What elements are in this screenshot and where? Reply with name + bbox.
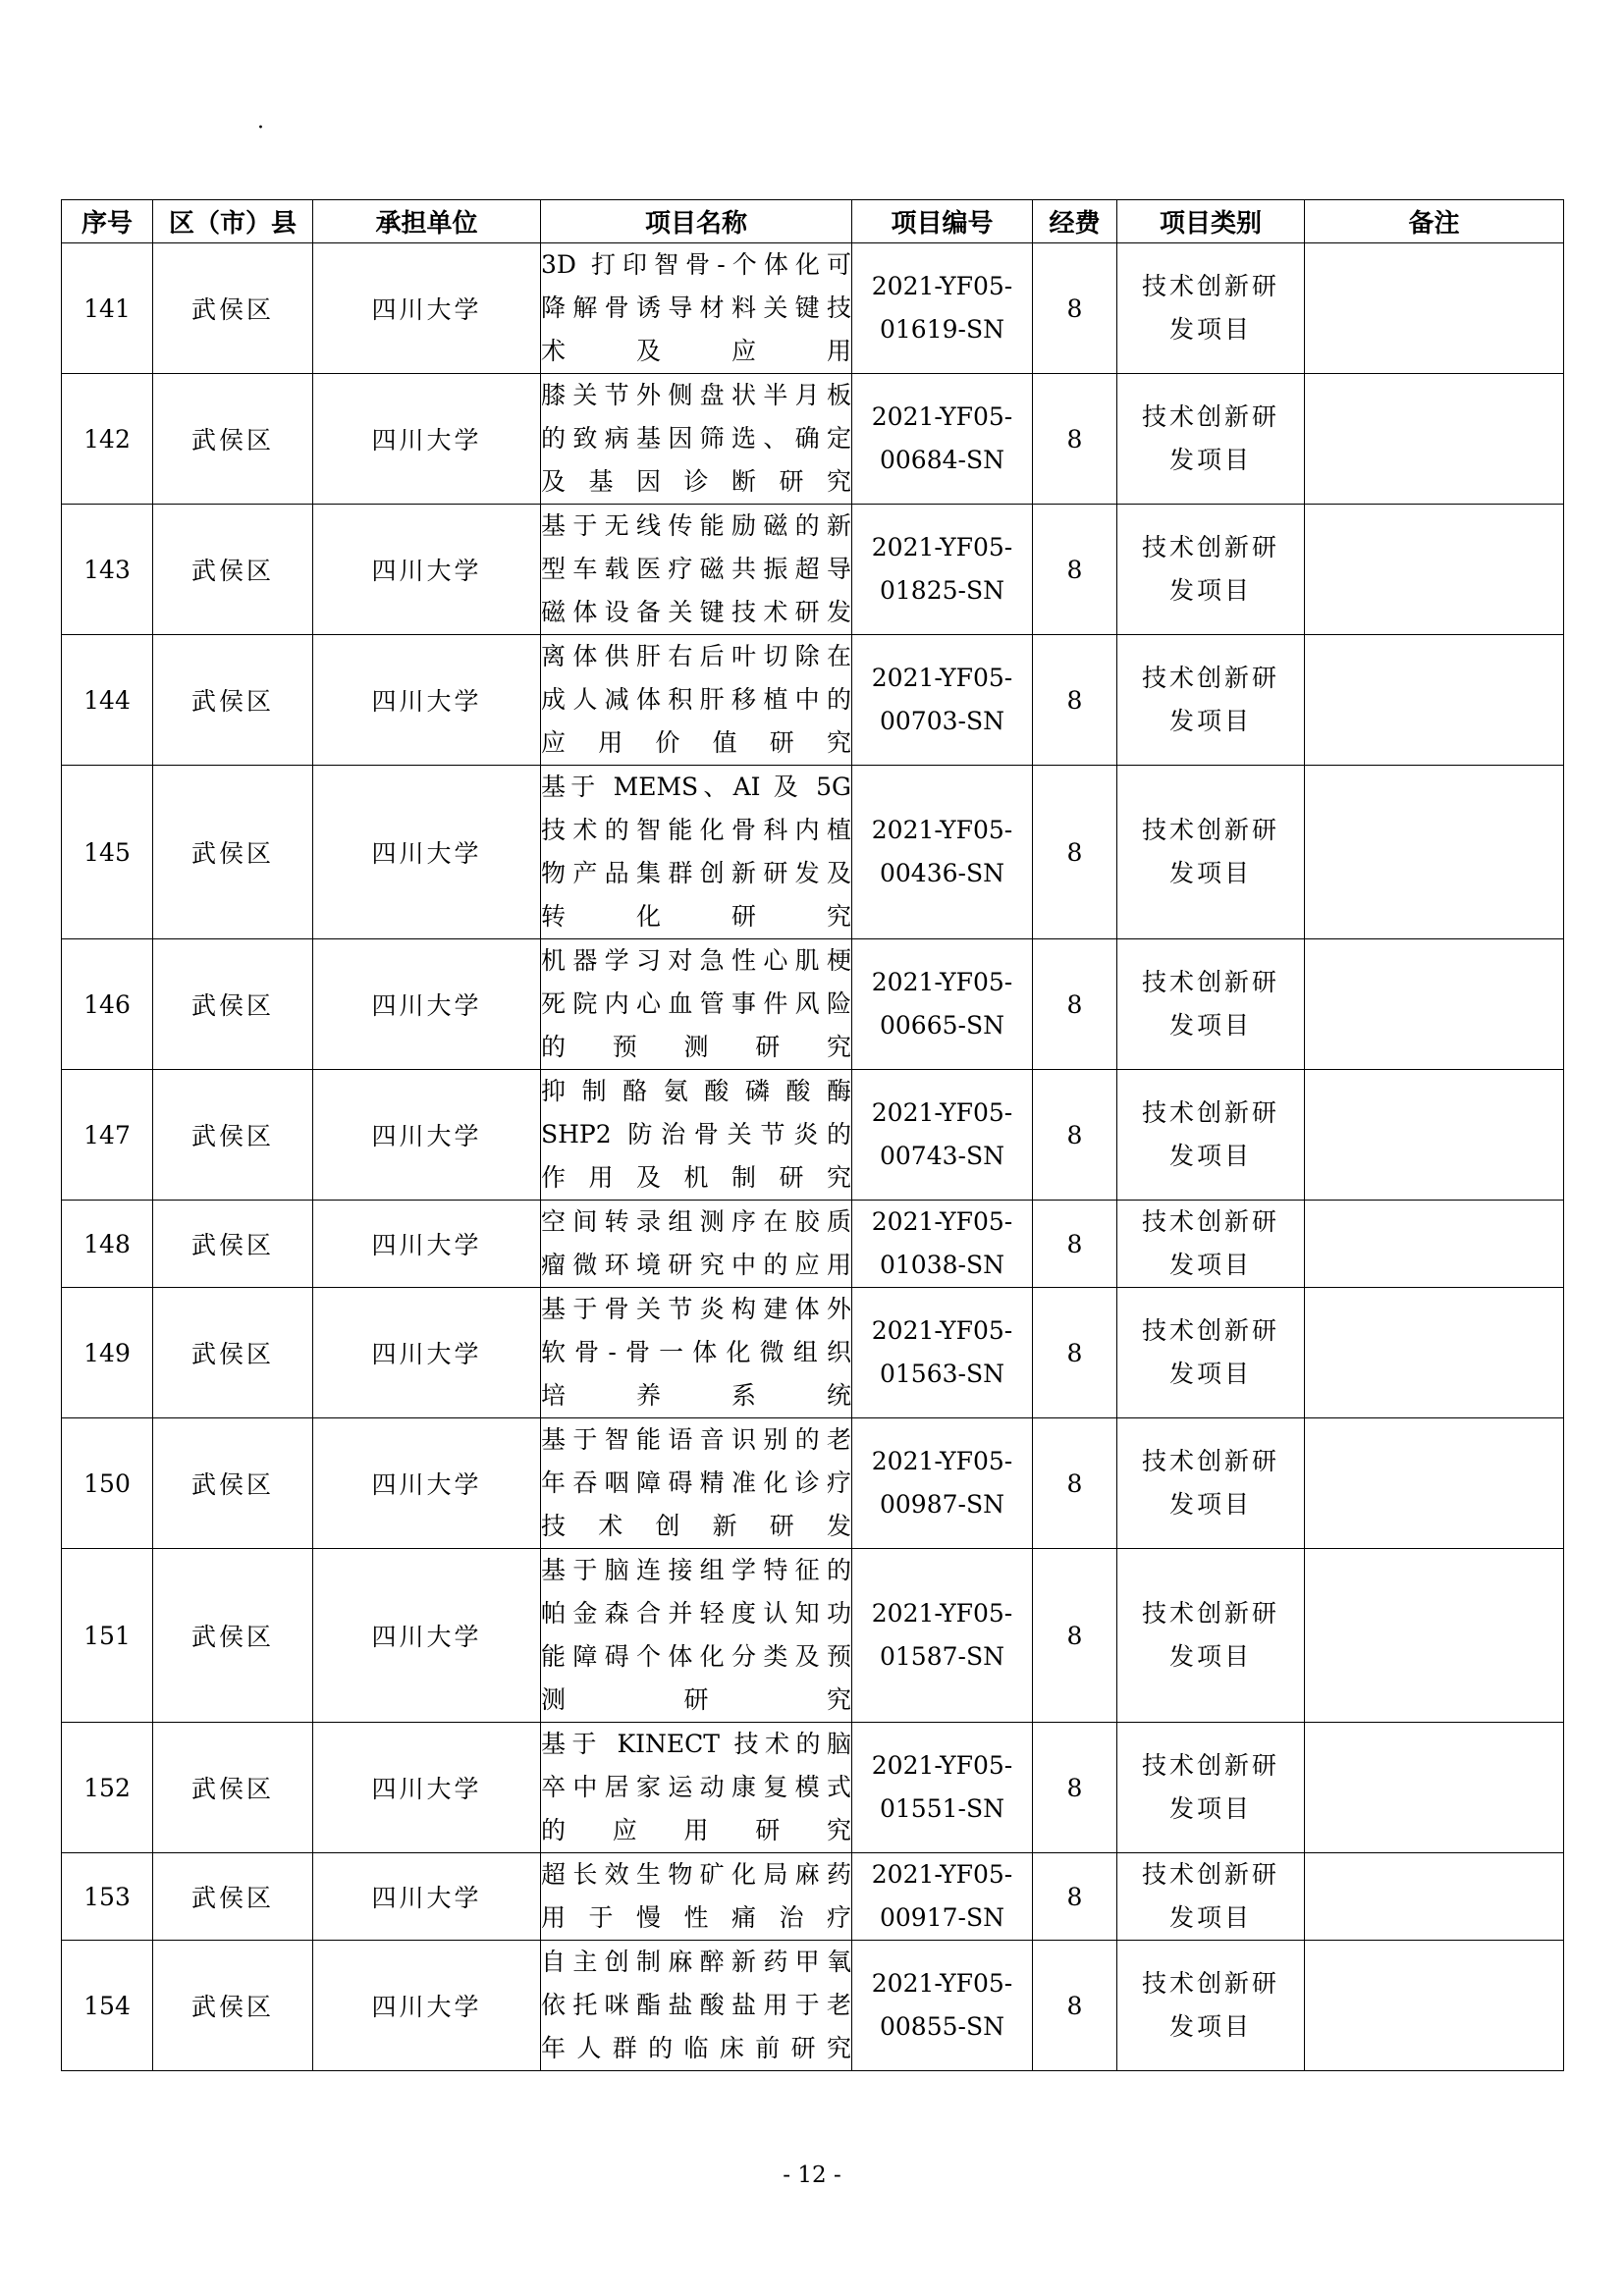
cell-project-code — [852, 1723, 1033, 1853]
cell-fund: 8 — [1033, 243, 1117, 374]
cell-fund: 8 — [1033, 1070, 1117, 1201]
project-name-line: 物产品集群创新研发及 — [541, 859, 851, 887]
project-name-line: 依托咪酯盐酸盐用于老 — [541, 1991, 851, 2019]
cell-project-code — [852, 374, 1033, 505]
cell-unit: 四川大学 — [313, 243, 541, 374]
project-code-line: 00665-SN — [880, 1011, 1004, 1040]
category-line: 技术创新研 — [1141, 272, 1279, 300]
project-table — [61, 199, 1564, 2071]
cell-project-name — [541, 1201, 852, 1288]
project-name-line: SHP2 防治骨关节炎的 — [541, 1120, 851, 1148]
project-code-line: 2021-YF05- — [871, 664, 1013, 692]
cell-no: 146 — [62, 939, 153, 1070]
cell-project-name — [541, 939, 852, 1070]
page-mark: · — [257, 116, 264, 140]
table-row — [62, 1941, 1564, 2071]
project-name-line: 基于智能语音识别的老 — [541, 1425, 851, 1454]
cell-project-name — [541, 374, 852, 505]
project-name-line: 自主创制麻醉新药甲氧 — [541, 1948, 851, 1976]
project-name-line: 应用价值研究 — [541, 728, 851, 757]
header-name: 项目名称 — [541, 200, 852, 243]
project-code-line: 01587-SN — [880, 1642, 1004, 1671]
cell-project-name — [541, 505, 852, 635]
cell-district: 武侯区 — [153, 374, 313, 505]
cell-no: 145 — [62, 766, 153, 939]
cell-category — [1117, 505, 1305, 635]
project-code-line: 01563-SN — [880, 1360, 1004, 1388]
category-line: 技术创新研 — [1141, 1751, 1279, 1780]
cell-no: 154 — [62, 1941, 153, 2071]
cell-category — [1117, 635, 1305, 766]
category-line: 发项目 — [1168, 1794, 1252, 1823]
category-line: 发项目 — [1168, 1903, 1252, 1932]
cell-note — [1305, 505, 1564, 635]
cell-unit: 四川大学 — [313, 1549, 541, 1723]
project-name-line: 空间转录组测序在胶质 — [541, 1207, 851, 1236]
header-unit: 承担单位 — [313, 200, 541, 243]
category-line: 技术创新研 — [1141, 664, 1279, 692]
cell-no: 150 — [62, 1418, 153, 1549]
cell-no: 151 — [62, 1549, 153, 1723]
cell-unit: 四川大学 — [313, 766, 541, 939]
category-line: 发项目 — [1168, 1011, 1252, 1040]
project-name-line: 3D 打印智骨-个体化可 — [541, 250, 851, 279]
cell-unit: 四川大学 — [313, 1070, 541, 1201]
category-line: 技术创新研 — [1141, 1860, 1279, 1889]
project-name-line: 及基因诊断研究 — [541, 467, 851, 496]
cell-note — [1305, 1201, 1564, 1288]
cell-project-name — [541, 1941, 852, 2071]
project-code-line: 00855-SN — [880, 2012, 1004, 2041]
cell-district: 武侯区 — [153, 1853, 313, 1941]
cell-unit: 四川大学 — [313, 939, 541, 1070]
table-row — [62, 1853, 1564, 1941]
project-name-line: 的应用研究 — [541, 1816, 851, 1844]
cell-project-name — [541, 1418, 852, 1549]
project-code-line: 00917-SN — [880, 1903, 1004, 1932]
project-name-line: 基于 KINECT 技术的脑 — [541, 1730, 851, 1758]
cell-note — [1305, 1723, 1564, 1853]
cell-project-code — [852, 1418, 1033, 1549]
cell-project-code — [852, 1201, 1033, 1288]
category-line: 技术创新研 — [1141, 1969, 1279, 1998]
table-row — [62, 1288, 1564, 1418]
table-row — [62, 1418, 1564, 1549]
project-code-line: 00436-SN — [880, 859, 1004, 887]
cell-project-code — [852, 243, 1033, 374]
category-line: 发项目 — [1168, 1490, 1252, 1519]
cell-note — [1305, 1418, 1564, 1549]
cell-note — [1305, 766, 1564, 939]
cell-fund: 8 — [1033, 1549, 1117, 1723]
table-row — [62, 939, 1564, 1070]
cell-category — [1117, 1418, 1305, 1549]
cell-fund: 8 — [1033, 374, 1117, 505]
cell-project-code — [852, 1941, 1033, 2071]
project-code-line: 2021-YF05- — [871, 1316, 1013, 1345]
project-code-line: 00684-SN — [880, 446, 1004, 474]
project-name-line: 瘤微环境研究中的应用 — [541, 1251, 851, 1279]
cell-category — [1117, 766, 1305, 939]
cell-project-code — [852, 939, 1033, 1070]
cell-no: 144 — [62, 635, 153, 766]
cell-no: 149 — [62, 1288, 153, 1418]
category-line: 发项目 — [1168, 707, 1252, 735]
category-line: 发项目 — [1168, 1642, 1252, 1671]
project-name-line: 年吞咽障碍精准化诊疗 — [541, 1468, 851, 1497]
cell-unit: 四川大学 — [313, 1201, 541, 1288]
page-number: - 12 - — [783, 2163, 841, 2188]
category-line: 技术创新研 — [1141, 402, 1279, 431]
table-row — [62, 766, 1564, 939]
project-code-line: 2021-YF05- — [871, 1447, 1013, 1475]
cell-project-name — [541, 1070, 852, 1201]
cell-category — [1117, 939, 1305, 1070]
header-note: 备注 — [1305, 200, 1564, 243]
table-row — [62, 1549, 1564, 1723]
category-line: 技术创新研 — [1141, 968, 1279, 996]
project-name-line: 基于骨关节炎构建体外 — [541, 1295, 851, 1323]
category-line: 发项目 — [1168, 2012, 1252, 2041]
project-name-line: 型车载医疗磁共振超导 — [541, 555, 851, 583]
project-name-line: 降解骨诱导材料关键技 — [541, 294, 851, 322]
cell-district: 武侯区 — [153, 635, 313, 766]
cell-district: 武侯区 — [153, 939, 313, 1070]
project-name-line: 的预测研究 — [541, 1033, 851, 1061]
header-fund: 经费 — [1033, 200, 1117, 243]
cell-unit: 四川大学 — [313, 1418, 541, 1549]
project-name-line: 基于无线传能励磁的新 — [541, 511, 851, 540]
project-name-line: 用于慢性痛治疗 — [541, 1903, 851, 1932]
cell-unit: 四川大学 — [313, 505, 541, 635]
table-row — [62, 374, 1564, 505]
cell-fund: 8 — [1033, 1853, 1117, 1941]
cell-fund: 8 — [1033, 1941, 1117, 2071]
project-name-line: 超长效生物矿化局麻药 — [541, 1860, 851, 1889]
project-code-line: 00987-SN — [880, 1490, 1004, 1519]
category-line: 发项目 — [1168, 576, 1252, 605]
project-code-line: 00743-SN — [880, 1142, 1004, 1170]
table-row — [62, 1070, 1564, 1201]
table-row — [62, 243, 1564, 374]
cell-unit: 四川大学 — [313, 1941, 541, 2071]
project-name-line: 基于 MEMS、AI 及 5G — [541, 773, 851, 801]
cell-fund: 8 — [1033, 939, 1117, 1070]
cell-district: 武侯区 — [153, 1418, 313, 1549]
cell-no: 147 — [62, 1070, 153, 1201]
category-line: 发项目 — [1168, 1360, 1252, 1388]
category-line: 发项目 — [1168, 446, 1252, 474]
cell-project-name — [541, 766, 852, 939]
cell-project-name — [541, 1288, 852, 1418]
cell-category — [1117, 1070, 1305, 1201]
cell-fund: 8 — [1033, 1723, 1117, 1853]
project-code-line: 2021-YF05- — [871, 402, 1013, 431]
project-name-line: 术及应用 — [541, 337, 851, 365]
table-header — [62, 200, 1564, 243]
cell-note — [1305, 635, 1564, 766]
cell-fund: 8 — [1033, 635, 1117, 766]
cell-unit: 四川大学 — [313, 1853, 541, 1941]
project-name-line: 膝关节外侧盘状半月板 — [541, 381, 851, 409]
cell-project-code — [852, 1853, 1033, 1941]
table-row — [62, 635, 1564, 766]
project-code-line: 2021-YF05- — [871, 1207, 1013, 1236]
project-name-line: 测研究 — [541, 1685, 851, 1714]
header-row — [62, 200, 1564, 243]
header-no: 序号 — [62, 200, 153, 243]
project-code-line: 2021-YF05- — [871, 272, 1013, 300]
table-body — [62, 243, 1564, 2071]
project-code-line: 01038-SN — [880, 1251, 1004, 1279]
cell-fund: 8 — [1033, 766, 1117, 939]
cell-district: 武侯区 — [153, 1070, 313, 1201]
cell-note — [1305, 939, 1564, 1070]
cell-district: 武侯区 — [153, 505, 313, 635]
category-line: 发项目 — [1168, 315, 1252, 344]
project-code-line: 2021-YF05- — [871, 1860, 1013, 1889]
project-name-line: 软骨-骨一体化微组织 — [541, 1338, 851, 1366]
project-code-line: 2021-YF05- — [871, 1098, 1013, 1127]
project-name-line: 卒中居家运动康复模式 — [541, 1773, 851, 1801]
cell-fund: 8 — [1033, 1288, 1117, 1418]
category-line: 技术创新研 — [1141, 533, 1279, 561]
project-code-line: 2021-YF05- — [871, 1751, 1013, 1780]
cell-note — [1305, 1288, 1564, 1418]
project-name-line: 离体供肝右后叶切除在 — [541, 642, 851, 670]
project-code-line: 00703-SN — [880, 707, 1004, 735]
cell-no: 148 — [62, 1201, 153, 1288]
category-line: 发项目 — [1168, 859, 1252, 887]
table-row — [62, 1201, 1564, 1288]
cell-category — [1117, 1941, 1305, 2071]
project-name-line: 基于脑连接组学特征的 — [541, 1556, 851, 1584]
category-line: 技术创新研 — [1141, 1447, 1279, 1475]
cell-district: 武侯区 — [153, 1723, 313, 1853]
project-name-line: 死院内心血管事件风险 — [541, 989, 851, 1018]
header-district: 区（市）县 — [153, 200, 313, 243]
project-name-line: 磁体设备关键技术研发 — [541, 598, 851, 626]
cell-no: 152 — [62, 1723, 153, 1853]
project-name-line: 的致病基因筛选、确定 — [541, 424, 851, 453]
table-row — [62, 1723, 1564, 1853]
cell-note — [1305, 1941, 1564, 2071]
cell-project-code — [852, 766, 1033, 939]
cell-no: 143 — [62, 505, 153, 635]
cell-category — [1117, 1853, 1305, 1941]
project-name-line: 转化研究 — [541, 902, 851, 931]
cell-note — [1305, 1070, 1564, 1201]
cell-district: 武侯区 — [153, 766, 313, 939]
cell-category — [1117, 243, 1305, 374]
cell-district: 武侯区 — [153, 1941, 313, 2071]
project-code-line: 01551-SN — [880, 1794, 1004, 1823]
category-line: 发项目 — [1168, 1142, 1252, 1170]
cell-unit: 四川大学 — [313, 635, 541, 766]
project-name-line: 帕金森合并轻度认知功 — [541, 1599, 851, 1628]
cell-fund: 8 — [1033, 1418, 1117, 1549]
cell-note — [1305, 243, 1564, 374]
cell-no: 141 — [62, 243, 153, 374]
cell-district: 武侯区 — [153, 1288, 313, 1418]
cell-project-code — [852, 635, 1033, 766]
project-name-line: 成人减体积肝移植中的 — [541, 685, 851, 714]
project-name-line: 技术创新研发 — [541, 1512, 851, 1540]
cell-project-code — [852, 1288, 1033, 1418]
cell-unit: 四川大学 — [313, 374, 541, 505]
cell-project-name — [541, 1853, 852, 1941]
cell-project-name — [541, 243, 852, 374]
cell-district: 武侯区 — [153, 243, 313, 374]
category-line: 技术创新研 — [1141, 1098, 1279, 1127]
cell-no: 153 — [62, 1853, 153, 1941]
cell-note — [1305, 1549, 1564, 1723]
cell-project-code — [852, 505, 1033, 635]
cell-category — [1117, 1723, 1305, 1853]
cell-project-name — [541, 1549, 852, 1723]
project-code-line: 2021-YF05- — [871, 1969, 1013, 1998]
table-row — [62, 505, 1564, 635]
category-line: 技术创新研 — [1141, 816, 1279, 844]
cell-project-name — [541, 1723, 852, 1853]
project-name-line: 技术的智能化骨科内植 — [541, 816, 851, 844]
project-name-line: 机器学习对急性心肌梗 — [541, 946, 851, 975]
category-line: 技术创新研 — [1141, 1207, 1279, 1236]
project-name-line: 年人群的临床前研究 — [541, 2034, 851, 2062]
category-line: 技术创新研 — [1141, 1316, 1279, 1345]
project-name-line: 作用及机制研究 — [541, 1163, 851, 1192]
project-code-line: 2021-YF05- — [871, 816, 1013, 844]
cell-project-code — [852, 1070, 1033, 1201]
project-code-line: 2021-YF05- — [871, 968, 1013, 996]
project-name-line: 培养系统 — [541, 1381, 851, 1410]
cell-category — [1117, 374, 1305, 505]
project-name-line: 能障碍个体化分类及预 — [541, 1642, 851, 1671]
cell-fund: 8 — [1033, 505, 1117, 635]
project-code-line: 2021-YF05- — [871, 1599, 1013, 1628]
cell-fund: 8 — [1033, 1201, 1117, 1288]
category-line: 技术创新研 — [1141, 1599, 1279, 1628]
header-code: 项目编号 — [852, 200, 1033, 243]
header-category: 项目类别 — [1117, 200, 1305, 243]
cell-note — [1305, 1853, 1564, 1941]
cell-project-name — [541, 635, 852, 766]
cell-category — [1117, 1549, 1305, 1723]
cell-category — [1117, 1201, 1305, 1288]
project-code-line: 01825-SN — [880, 576, 1004, 605]
cell-unit: 四川大学 — [313, 1288, 541, 1418]
project-code-line: 01619-SN — [880, 315, 1004, 344]
cell-project-code — [852, 1549, 1033, 1723]
cell-note — [1305, 374, 1564, 505]
cell-district: 武侯区 — [153, 1201, 313, 1288]
project-code-line: 2021-YF05- — [871, 533, 1013, 561]
project-name-line: 抑制酪氨酸磷酸酶 — [541, 1077, 851, 1105]
cell-unit: 四川大学 — [313, 1723, 541, 1853]
cell-district: 武侯区 — [153, 1549, 313, 1723]
cell-category — [1117, 1288, 1305, 1418]
cell-no: 142 — [62, 374, 153, 505]
category-line: 发项目 — [1168, 1251, 1252, 1279]
